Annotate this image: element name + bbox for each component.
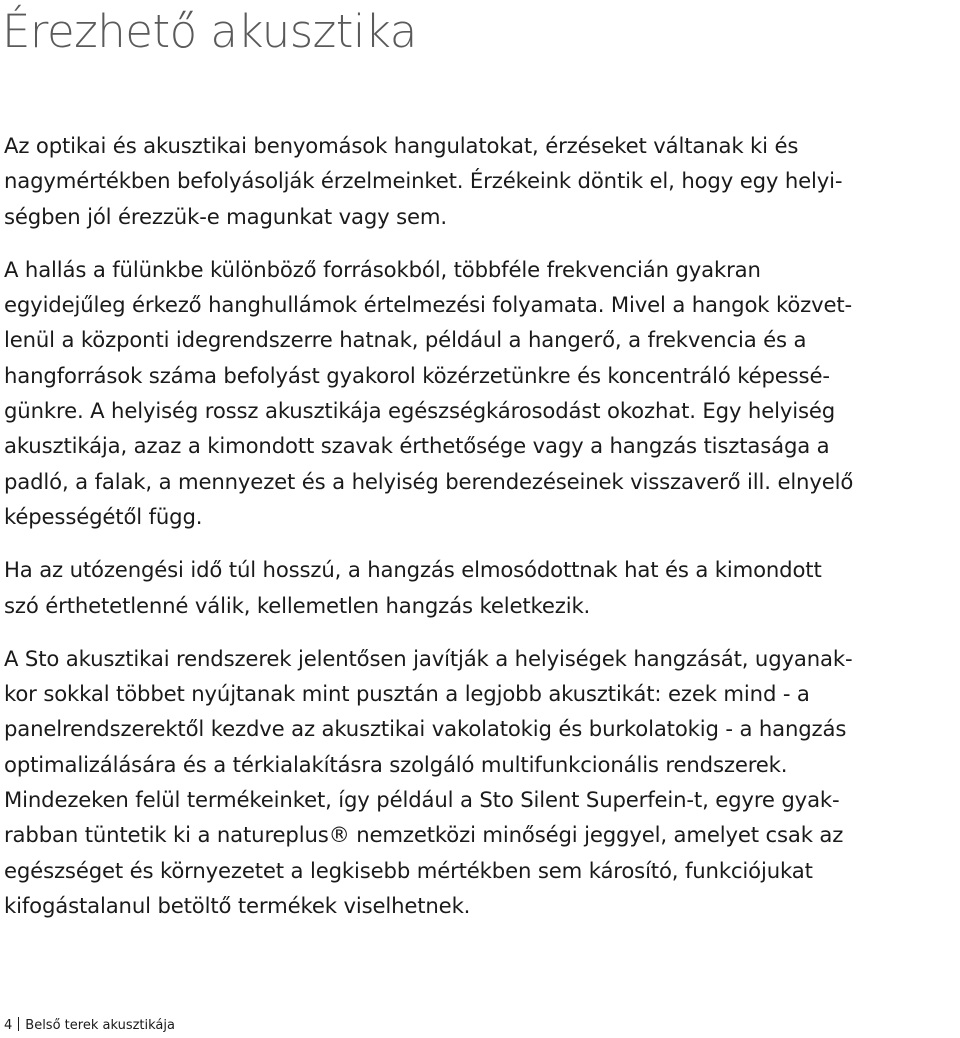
text-line: szó érthetetlenné válik, kellemetlen hangzás keletkezik.	[4, 592, 591, 618]
text-line: nagymértékben befolyásolják érzelmeinket. Érzékeink döntik el, hogy egy helyi-	[4, 168, 843, 194]
text-line: Ha az utózengési idő túl hosszú, a hangzás elmosódottnak hat és a kimondott	[4, 557, 822, 583]
text-line: hangforrások száma befolyást gyakorol közérzetünkre és koncentráló képessé-	[4, 362, 830, 388]
text-line: optimalizálására és a térkialakításra szolgáló multifunkcionális rendszerek.	[4, 751, 788, 777]
text-line: kifogástalanul betöltő termékek viselhetnek.	[4, 892, 471, 918]
page-title: Érezhető akusztika	[2, 5, 417, 58]
text-line: A Sto akusztikai rendszerek jelentősen javítják a helyiségek hangzását, ugyanak-	[4, 645, 853, 671]
text-line: Mindezeken felül termékeinket, így például a Sto Silent Superfein-t, egyre gyak-	[4, 787, 840, 813]
text-line: günkre. A helyiség rossz akusztikája egészségkárosodást okozhat. Egy helyiség	[4, 398, 836, 424]
text-line: Az optikai és akusztikai benyomások hangulatokat, érzéseket váltanak ki és	[4, 133, 799, 158]
paragraph-1	[4, 128, 952, 234]
text-line: rabban tüntetik ki a natureplus® nemzetközi minőségi jeggyel, amelyet csak az	[4, 822, 844, 848]
footer-divider	[18, 1017, 19, 1031]
paragraph-4	[4, 641, 952, 923]
paragraph-3	[4, 552, 952, 623]
text-line: kor sokkal többet nyújtanak mint pusztán a legjobb akusztikát: ezek mind - a	[4, 681, 810, 707]
text-line: képességétől függ.	[4, 503, 203, 529]
text-line: A hallás a fülünkbe különböző forrásokból, többféle frekvencián gyakran	[4, 256, 761, 282]
page-footer	[4, 1016, 175, 1036]
body-text	[4, 128, 952, 941]
page-number: 4	[4, 1018, 13, 1033]
text-line: egészséget és környezetet a legkisebb mértékben sem károsító, funkciójukat	[4, 857, 813, 883]
text-line: padló, a falak, a mennyezet és a helyiség berendezéseinek visszaverő ill. elnyelő	[4, 468, 854, 494]
footer-section-title: Belső terek akusztikája	[25, 1018, 175, 1033]
text-line: lenül a központi idegrendszerre hatnak, például a hangerő, a frekvencia és a	[4, 327, 807, 353]
text-line: ségben jól érezzük-e magunkat vagy sem.	[4, 203, 448, 229]
text-line: egyidejűleg érkező hanghullámok értelmezési folyamata. Mivel a hangok közvet-	[4, 292, 853, 318]
text-line: panelrendszerektől kezdve az akusztikai vakolatokig és burkolatokig - a hangzás	[4, 716, 847, 742]
text-line: akusztikája, azaz a kimondott szavak érthetősége vagy a hangzás tisztasága a	[4, 433, 830, 459]
paragraph-2	[4, 252, 952, 534]
